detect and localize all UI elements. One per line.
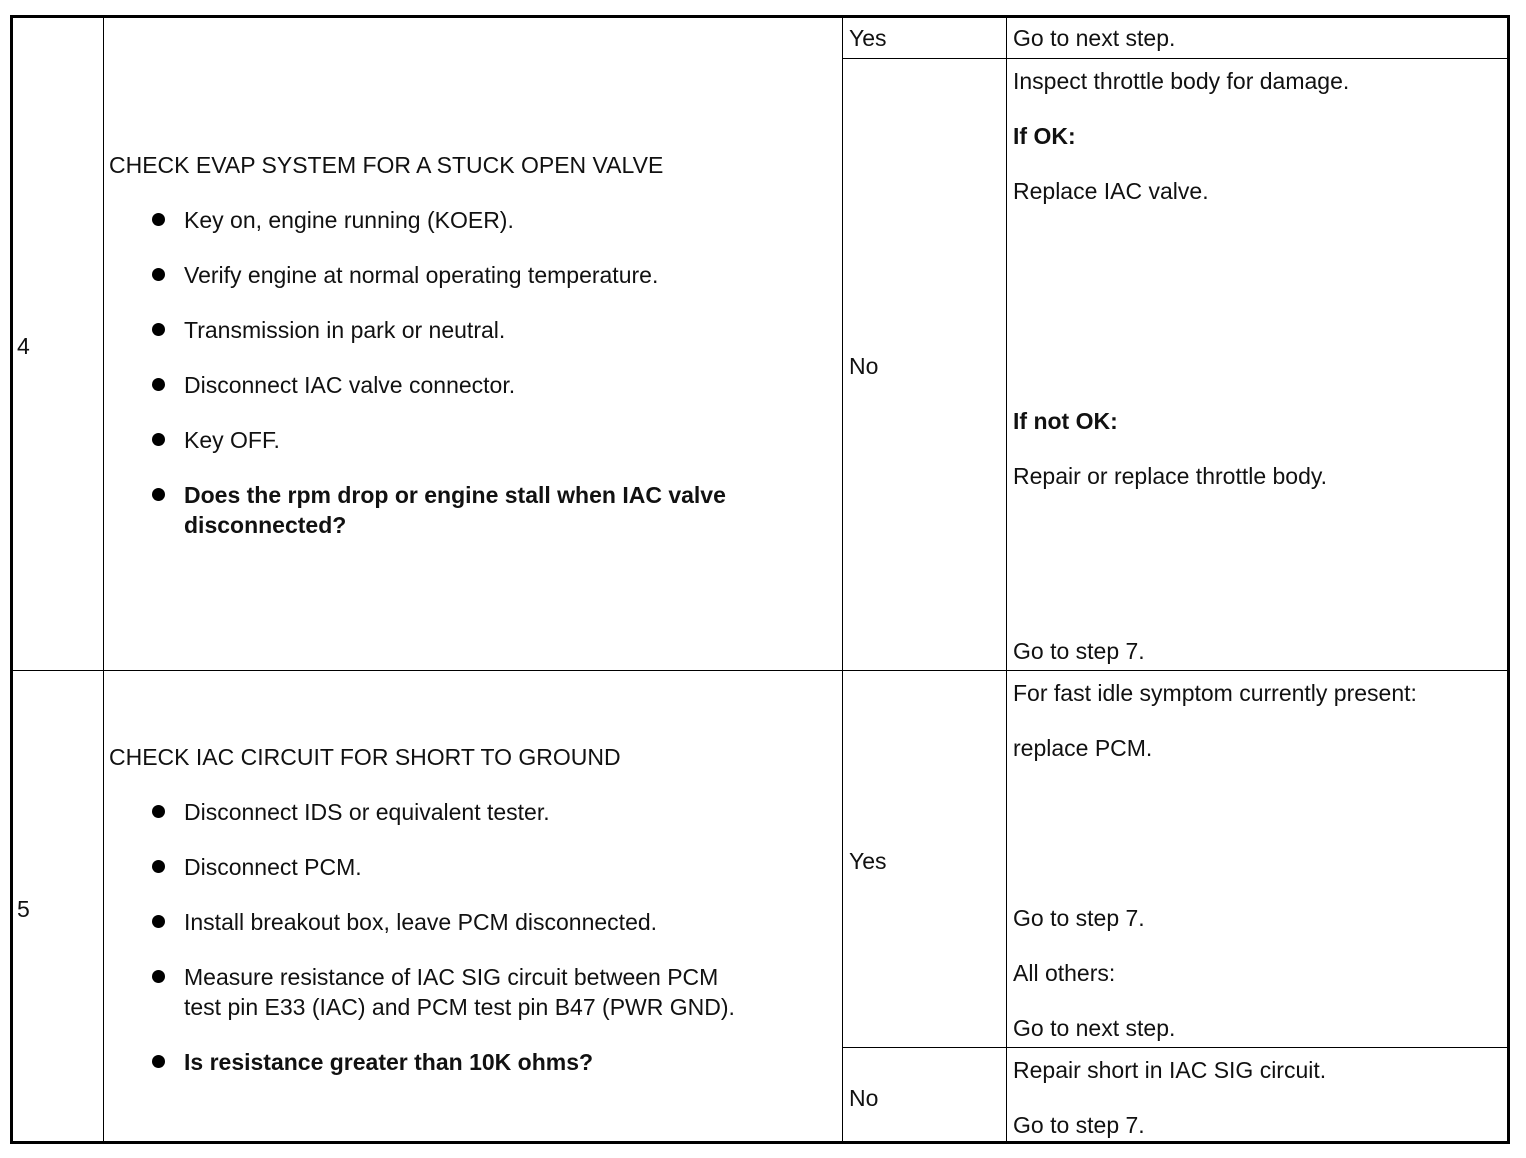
step-instruction: Disconnect PCM. — [184, 854, 362, 880]
result-action: Go to step 7. — [1013, 905, 1145, 931]
result-action: Go to step 7. — [1013, 638, 1145, 664]
result-condition: All others: — [1013, 960, 1116, 986]
step-instruction: Disconnect IDS or equivalent tester. — [184, 799, 550, 825]
result-condition: If OK: — [1013, 123, 1076, 149]
bullet-icon — [152, 1055, 165, 1068]
bullet-icon — [152, 488, 165, 501]
column-divider-step — [103, 15, 104, 1144]
bullet-icon — [152, 433, 165, 446]
result-action: Go to next step. — [1013, 25, 1176, 51]
result-action: Replace IAC valve. — [1013, 178, 1209, 204]
result-divider-row5 — [842, 1047, 1510, 1048]
result-action: Go to next step. — [1013, 1015, 1176, 1041]
step-question: Does the rpm drop or engine stall when IAC valve — [184, 482, 726, 508]
step-instruction-continued: test pin E33 (IAC) and PCM test pin B47 (PWR GND). — [184, 994, 735, 1020]
column-divider-action — [842, 15, 843, 1144]
row-divider-4-5 — [10, 670, 1510, 671]
result-action: replace PCM. — [1013, 735, 1153, 761]
step-heading: CHECK EVAP SYSTEM FOR A STUCK OPEN VALVE — [109, 152, 664, 178]
result-action: Repair or replace throttle body. — [1013, 463, 1328, 489]
step-instruction: Disconnect IAC valve connector. — [184, 372, 516, 398]
bullet-icon — [152, 268, 165, 281]
step-instruction: Measure resistance of IAC SIG circuit between PCM — [184, 964, 719, 990]
answer-no: No — [849, 1085, 879, 1111]
bullet-icon — [152, 970, 165, 983]
step-number: 5 — [17, 896, 30, 922]
bullet-icon — [152, 378, 165, 391]
step-instruction: Verify engine at normal operating temperature. — [184, 262, 659, 288]
result-action: Go to step 7. — [1013, 1112, 1145, 1138]
bullet-icon — [152, 805, 165, 818]
step-question-continued: disconnected? — [184, 512, 347, 538]
answer-yes: Yes — [849, 848, 887, 874]
result-action: Inspect throttle body for damage. — [1013, 68, 1350, 94]
result-divider-row4 — [842, 58, 1510, 59]
step-number: 4 — [17, 333, 30, 359]
step-question: Is resistance greater than 10K ohms? — [184, 1049, 594, 1075]
bullet-icon — [152, 860, 165, 873]
answer-yes: Yes — [849, 25, 887, 51]
bullet-icon — [152, 213, 165, 226]
step-instruction: Install breakout box, leave PCM disconnected. — [184, 909, 658, 935]
bullet-icon — [152, 323, 165, 336]
column-divider-answer — [1006, 15, 1007, 1144]
bullet-icon — [152, 915, 165, 928]
result-action: Repair short in IAC SIG circuit. — [1013, 1057, 1327, 1083]
result-condition: For fast idle symptom currently present: — [1013, 680, 1417, 706]
step-instruction: Transmission in park or neutral. — [184, 317, 506, 343]
step-instruction: Key on, engine running (KOER). — [184, 207, 514, 233]
step-heading: CHECK IAC CIRCUIT FOR SHORT TO GROUND — [109, 744, 621, 770]
step-instruction: Key OFF. — [184, 427, 280, 453]
result-condition: If not OK: — [1013, 408, 1118, 434]
answer-no: No — [849, 353, 879, 379]
